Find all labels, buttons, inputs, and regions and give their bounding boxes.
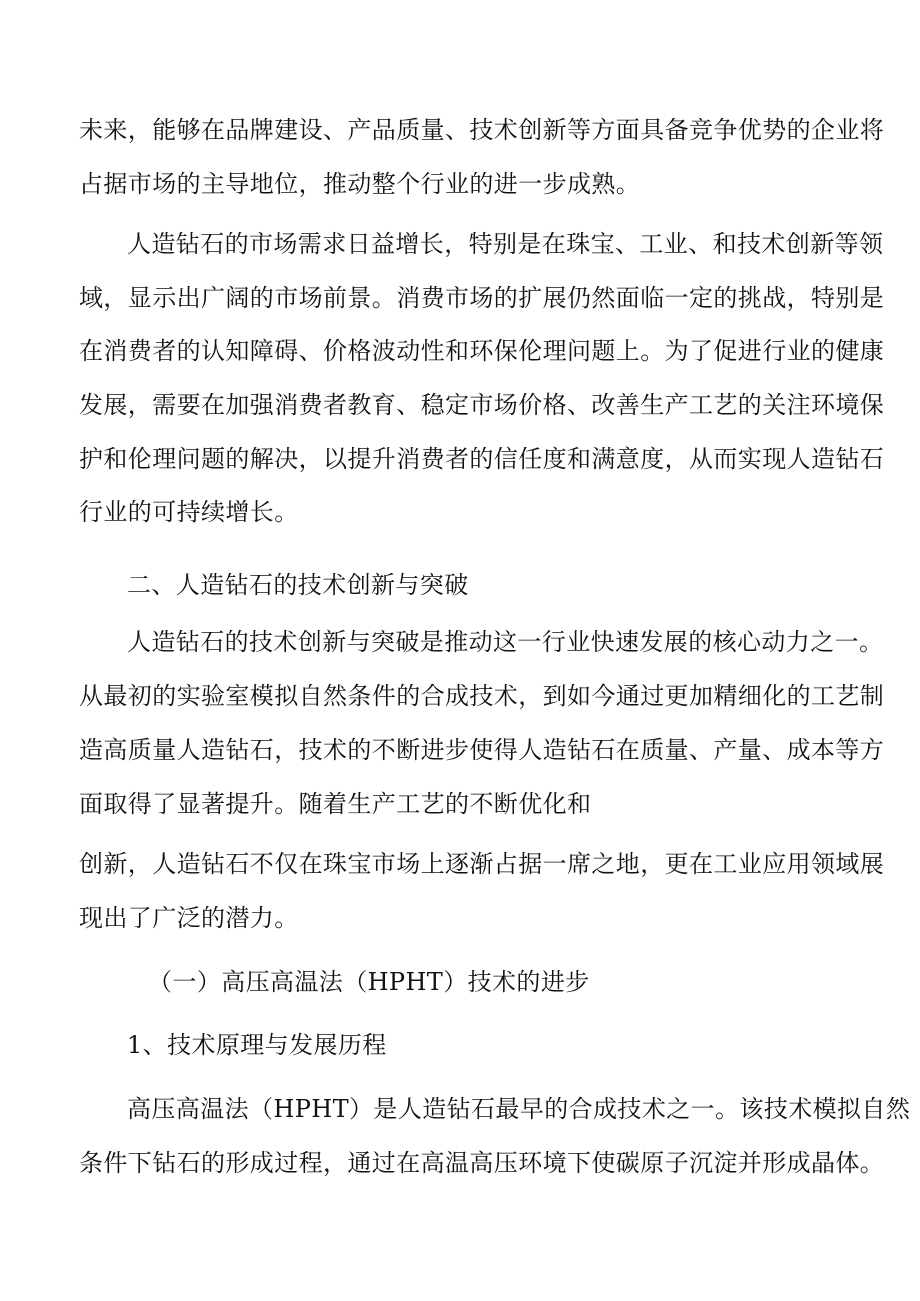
paragraph-line: 现出了广泛的潜力。	[79, 904, 299, 932]
paragraph-line: 创新，人造钻石不仅在珠宝市场上逐渐占据一席之地，更在工业应用领域展	[79, 850, 885, 878]
paragraph-line: 护和伦理问题的解决，以提升消费者的信任度和满意度，从而实现人造钻石	[79, 445, 885, 473]
paragraph-line: 人造钻石的技术创新与突破是推动这一行业快速发展的核心动力之一。	[127, 628, 884, 656]
paragraph-line: 发展，需要在加强消费者教育、稳定市场价格、改善生产工艺的关注环境保	[79, 391, 885, 419]
paragraph-line: 未来，能够在品牌建设、产品质量、技术创新等方面具备竞争优势的企业将	[79, 116, 885, 144]
section-heading: 二、人造钻石的技术创新与突破	[127, 571, 469, 599]
paragraph-line: 从最初的实验室模拟自然条件的合成技术，到如今通过更加精细化的工艺制	[79, 682, 885, 710]
paragraph-line: 高压高温法（HPHT）是人造钻石最早的合成技术之一。该技术模拟自然	[127, 1095, 911, 1123]
paragraph-line: 域，显示出广阔的市场前景。消费市场的扩展仍然面临一定的挑战，特别是	[79, 284, 885, 312]
paragraph-line: 占据市场的主导地位，推动整个行业的进一步成熟。	[79, 170, 641, 198]
paragraph-line: 人造钻石的市场需求日益增长，特别是在珠宝、工业、和技术创新等领	[127, 230, 884, 258]
subsection-heading: （一）高压高温法（HPHT）技术的进步	[148, 968, 590, 996]
paragraph-line: 面取得了显著提升。随着生产工艺的不断优化和	[79, 790, 592, 818]
paragraph-line: 在消费者的认知障碍、价格波动性和环保伦理问题上。为了促进行业的健康	[79, 337, 885, 365]
subsubsection-heading: 1、技术原理与发展历程	[127, 1031, 387, 1059]
paragraph-line: 行业的可持续增长。	[79, 498, 299, 526]
paragraph-line: 造高质量人造钻石，技术的不断进步使得人造钻石在质量、产量、成本等方	[79, 736, 885, 764]
paragraph-line: 条件下钻石的形成过程，通过在高温高压环境下使碳原子沉淀并形成晶体。	[79, 1149, 885, 1177]
